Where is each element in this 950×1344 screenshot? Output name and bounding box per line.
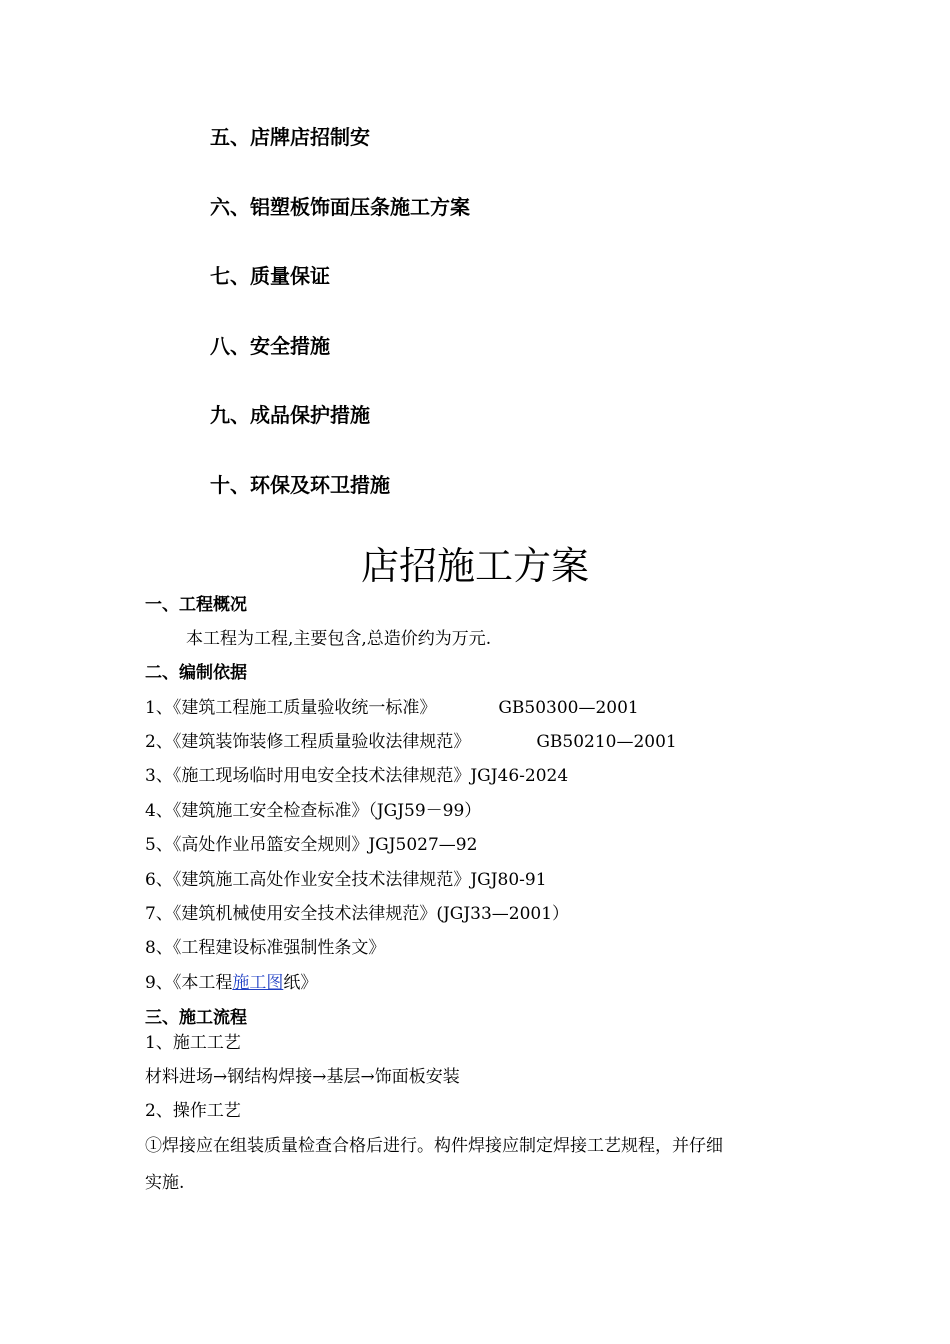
basis-item-2-title: 2、《建筑装饰装修工程质量验收法律规范》	[145, 732, 471, 752]
process-sub-2: 2、操作工艺	[145, 1101, 241, 1121]
toc-item-7: 七、质量保证	[210, 264, 330, 288]
welding-paragraph-line-2: 实施.	[145, 1173, 185, 1193]
basis-item-1	[145, 697, 639, 719]
basis-item-9-prefix: 9、《本工程	[145, 973, 233, 993]
process-sub-1: 1、施工工艺	[145, 1033, 241, 1053]
process-flow: 材料进场→钢结构焊接→基层→饰面板安装	[145, 1067, 460, 1087]
toc-item-5: 五、店牌店招制安	[210, 125, 370, 149]
basis-item-1-title: 1、《建筑工程施工质量验收统一标准》	[145, 698, 437, 718]
basis-item-6: 6、《建筑施工高处作业安全技术法律规范》JGJ80-91	[145, 870, 547, 890]
basis-item-2	[145, 731, 677, 753]
drawing-link[interactable]: 施工图	[232, 973, 284, 993]
basis-item-9-suffix: 纸》	[283, 973, 318, 993]
toc-item-9: 九、成品保护措施	[210, 403, 370, 427]
section-heading-basis: 二、编制依据	[145, 663, 247, 683]
basis-item-7: 7、《建筑机械使用安全技术法律规范》(JGJ33—2001）	[145, 904, 570, 924]
toc-item-10: 十、环保及环卫措施	[210, 473, 390, 497]
section-heading-overview: 一、工程概况	[145, 595, 247, 615]
basis-item-1-code: GB50300—2001	[498, 698, 639, 718]
basis-item-2-code: GB50210—2001	[536, 732, 677, 752]
welding-paragraph-line-1: ①焊接应在组装质量检查合格后进行。构件焊接应制定焊接工艺规程，并仔细	[145, 1136, 723, 1156]
basis-item-8: 8、《工程建设标准强制性条文》	[145, 938, 386, 958]
toc-item-6: 六、铝塑板饰面压条施工方案	[210, 195, 470, 219]
basis-item-9	[145, 972, 317, 994]
section-heading-process: 三、施工流程	[145, 1008, 247, 1028]
basis-item-4: 4、《建筑施工安全检查标准》（JGJ59－99）	[145, 801, 482, 821]
toc-item-8: 八、安全措施	[210, 334, 330, 358]
document-title: 店招施工方案	[360, 544, 589, 588]
basis-item-3: 3、《施工现场临时用电安全技术法律规范》JGJ46-2024	[145, 766, 569, 786]
basis-item-5: 5、《高处作业吊篮安全规则》JGJ5027—92	[145, 835, 478, 855]
overview-text: 本工程为工程,主要包含,总造价约为万元.	[186, 629, 492, 649]
